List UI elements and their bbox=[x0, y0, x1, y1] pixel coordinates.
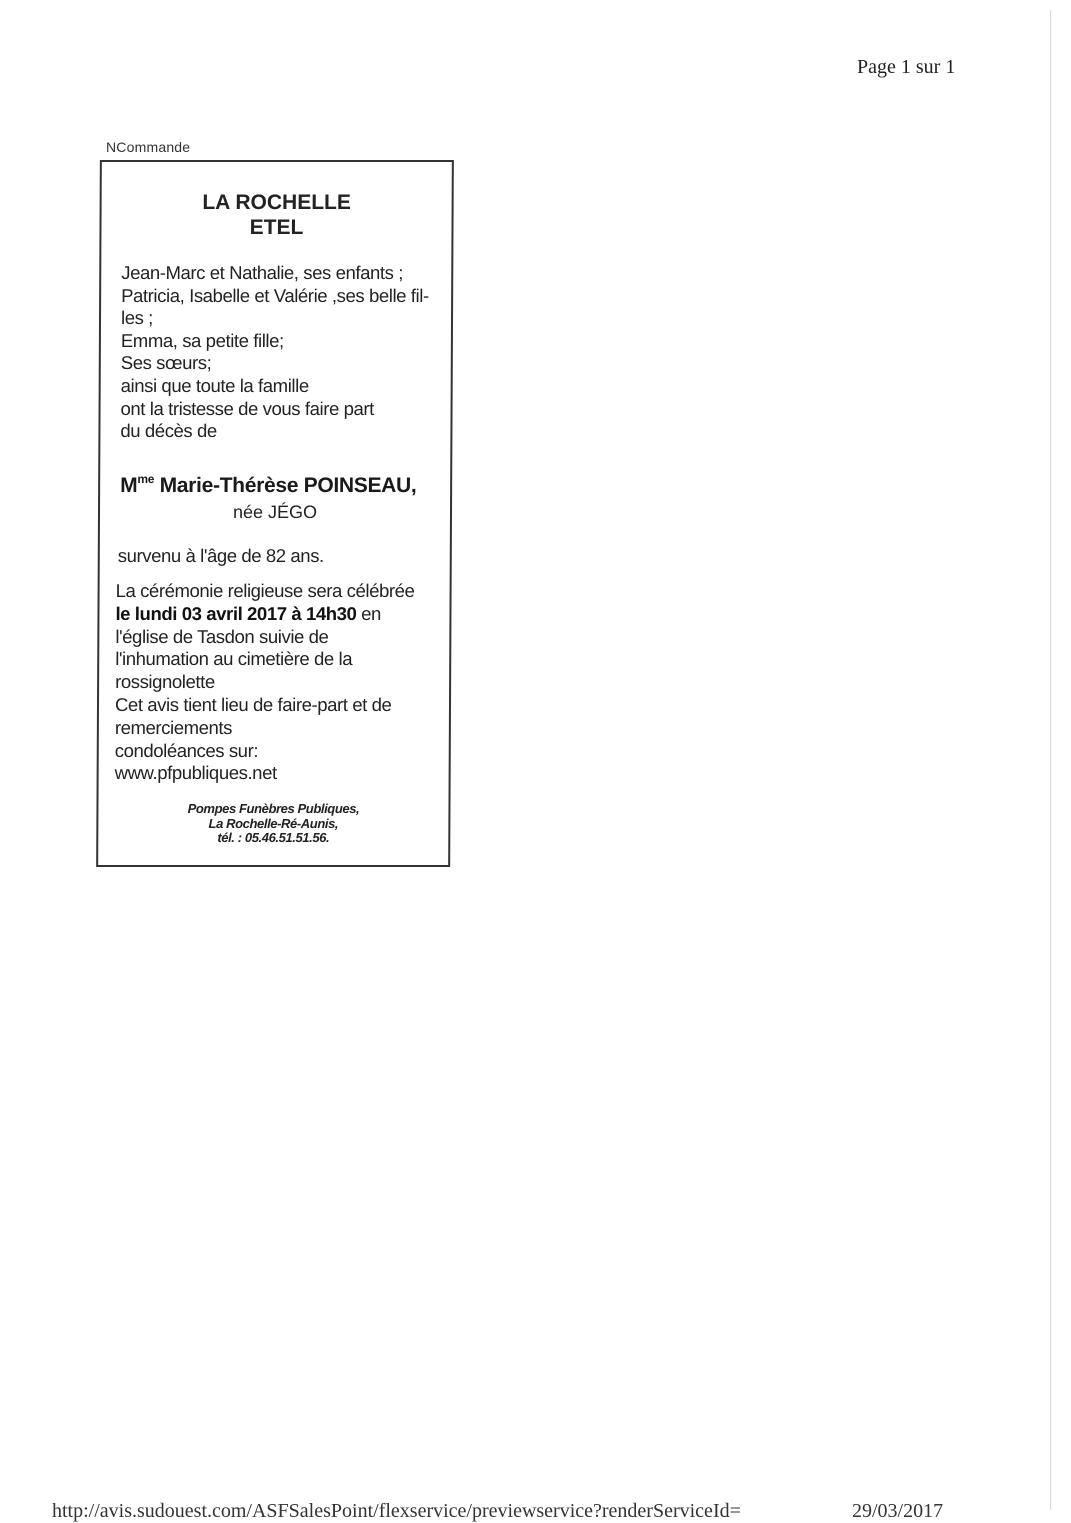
condolences-website: www.pfpubliques.net bbox=[114, 762, 277, 784]
ceremony-line: Cet avis tient lieu de faire-part et de bbox=[114, 693, 392, 715]
family-line: les ; bbox=[120, 307, 154, 329]
funeral-home-location: La Rochelle-Ré-Aunis, bbox=[208, 815, 339, 831]
town-heading-1: LA ROCHELLE bbox=[202, 191, 351, 214]
ceremony-date: le lundi 03 avril 2017 à 14h30 bbox=[115, 602, 357, 624]
source-url: http://avis.sudouest.com/ASFSalesPoint/flexservice/previewservice?renderServiceId= bbox=[52, 1500, 741, 1522]
age-line: survenu à l'âge de 82 ans. bbox=[117, 545, 324, 566]
ceremony-details bbox=[115, 580, 415, 785]
family-line: Emma, sa petite fille; bbox=[120, 329, 284, 351]
ceremony-line: l'inhumation au cimetière de la bbox=[115, 648, 353, 670]
obituary-notice bbox=[96, 160, 454, 867]
ceremony-line: La cérémonie religieuse sera célébrée bbox=[115, 580, 415, 601]
family-line: du décès de bbox=[120, 420, 217, 442]
maiden-name: née JÉGO bbox=[232, 502, 318, 522]
deceased-title-sup: me bbox=[137, 472, 155, 486]
order-label: NCommande bbox=[106, 139, 191, 155]
funeral-home-name: Pompes Funèbres Publiques, bbox=[187, 801, 360, 816]
funeral-home-signature bbox=[98, 802, 448, 846]
family-announcement bbox=[120, 262, 429, 443]
family-line: Jean-Marc et Nathalie, ses enfants ; bbox=[121, 262, 404, 283]
deceased-full-name: Marie-Thérèse POINSEAU, bbox=[154, 474, 417, 497]
ceremony-date-line bbox=[115, 603, 414, 626]
page-right-edge bbox=[1050, 10, 1051, 1510]
family-line: Patricia, Isabelle et Valérie ,ses belle fil- bbox=[121, 284, 429, 306]
page-number: Page 1 sur 1 bbox=[857, 56, 956, 78]
town-heading-2: ETEL bbox=[249, 216, 304, 239]
ceremony-date-suffix: en bbox=[356, 602, 382, 624]
family-line: Ses sœurs; bbox=[120, 352, 212, 374]
deceased-name bbox=[120, 472, 416, 498]
ceremony-line: rossignolette bbox=[115, 671, 215, 693]
funeral-home-phone: tél. : 05.46.51.51.56. bbox=[217, 830, 330, 845]
family-line: ont la tristesse de vous faire part bbox=[120, 397, 374, 419]
family-line: ainsi que toute la famille bbox=[120, 374, 309, 396]
ceremony-line: condoléances sur: bbox=[114, 739, 259, 761]
ceremony-line: remerciements bbox=[114, 716, 233, 738]
deceased-title: M bbox=[120, 474, 138, 497]
print-date: 29/03/2017 bbox=[852, 1500, 944, 1522]
ceremony-line: l'église de Tasdon suivie de bbox=[115, 625, 329, 647]
